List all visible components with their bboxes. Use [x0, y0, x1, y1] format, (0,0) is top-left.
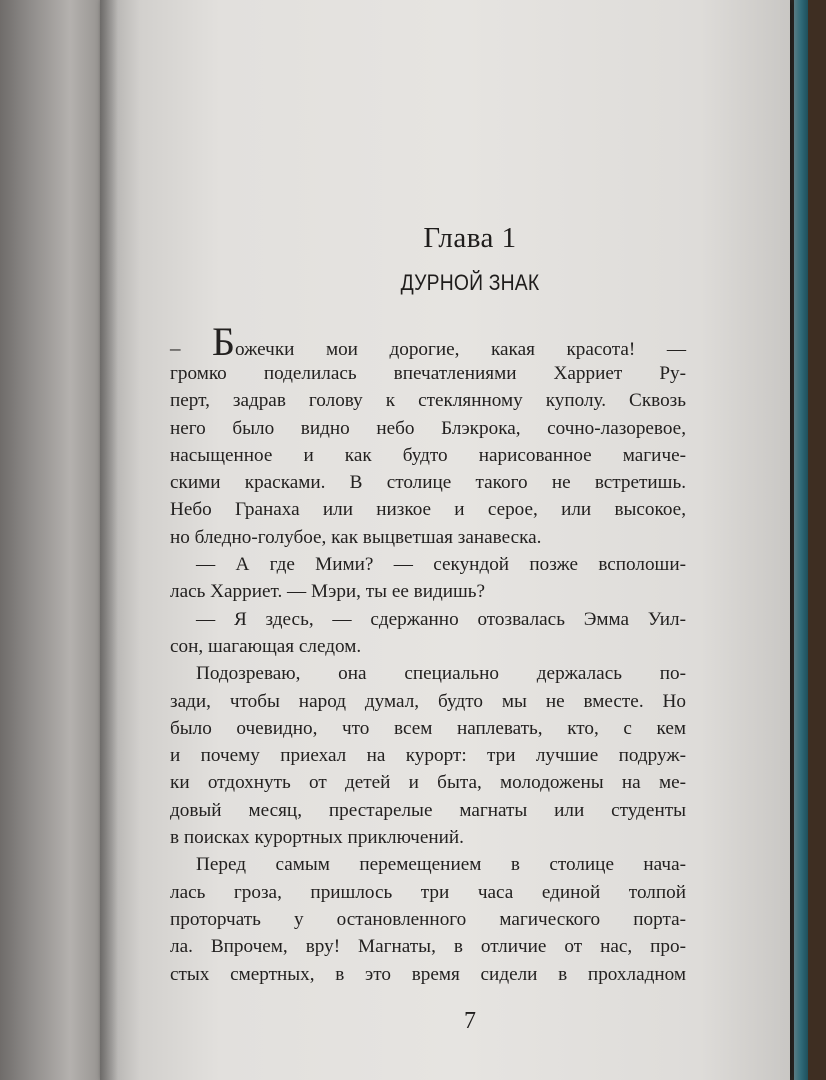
body-text — [170, 319, 687, 988]
text-line: и почему приехал на курорт: три лучшие подруж- — [170, 745, 686, 767]
text-line: насыщенное и как будто нарисованное магиче- — [170, 444, 686, 466]
text-line: зади, чтобы народ думал, будто мы не вместе. Но — [170, 690, 686, 712]
text-line: но бледно-голубое, как выцветшая занавеска. — [170, 526, 542, 548]
text-line: ла. Впрочем, вру! Магнаты, в отличие от нас, про- — [170, 936, 686, 958]
text-line: Небо Гранаха или низкое и серое, или высокое, — [170, 499, 686, 521]
chapter-title: ДУРНОЙ ЗНАК — [400, 270, 540, 295]
dropcap-letter: Б — [212, 319, 236, 364]
page-number: 7 — [464, 1008, 476, 1034]
text-line: проторчать у остановленного магического порта- — [170, 908, 686, 930]
dropcap-dash: – — [170, 336, 181, 360]
book-spine-shadow — [100, 0, 118, 1080]
text-line: лась гроза, пришлось три часа единой толпой — [170, 881, 686, 903]
table-edge — [808, 0, 826, 1080]
text-line: — Я здесь, — сдержанно отозвалась Эмма Уил- — [196, 608, 686, 630]
text-line: стых смертных, в это время сидели в прохладном — [170, 963, 686, 985]
text-line: — А где Мими? — секундой позже всполоши- — [196, 554, 686, 576]
text-line: громко поделилась впечатлениями Харриет Ру- — [170, 363, 686, 384]
text-line-1-rest: ожечки мои дорогие, какая красота! — — [235, 339, 687, 360]
text-line: было очевидно, что всем наплевать, кто, с кем — [170, 717, 686, 739]
text-line: ки отдохнуть от детей и быта, молодожены на ме- — [170, 772, 686, 794]
text-line-1 — [170, 319, 687, 364]
text-line: в поисках курортных приключений. — [170, 827, 464, 849]
text-line: скими красками. В столице такого не встретишь. — [170, 472, 686, 494]
text-line: довый месяц, престарелые магнаты или студенты — [170, 799, 686, 821]
text-line: сон, шагающая следом. — [170, 635, 362, 657]
text-line: Перед самым перемещением в столице нача- — [196, 854, 686, 876]
book-cover-edge — [794, 0, 808, 1080]
chapter-heading: Глава 1 — [423, 222, 517, 254]
text-line: Подозреваю, она специально держалась по- — [196, 663, 686, 685]
text-line: него было видно небо Блэкрока, сочно-лазоревое, — [170, 417, 686, 439]
text-line: лась Харриет. — Мэри, ты ее видишь? — [170, 581, 486, 603]
left-page-edge — [0, 0, 108, 1080]
text-line: перт, задрав голову к стеклянному куполу. Сквозь — [170, 390, 686, 412]
